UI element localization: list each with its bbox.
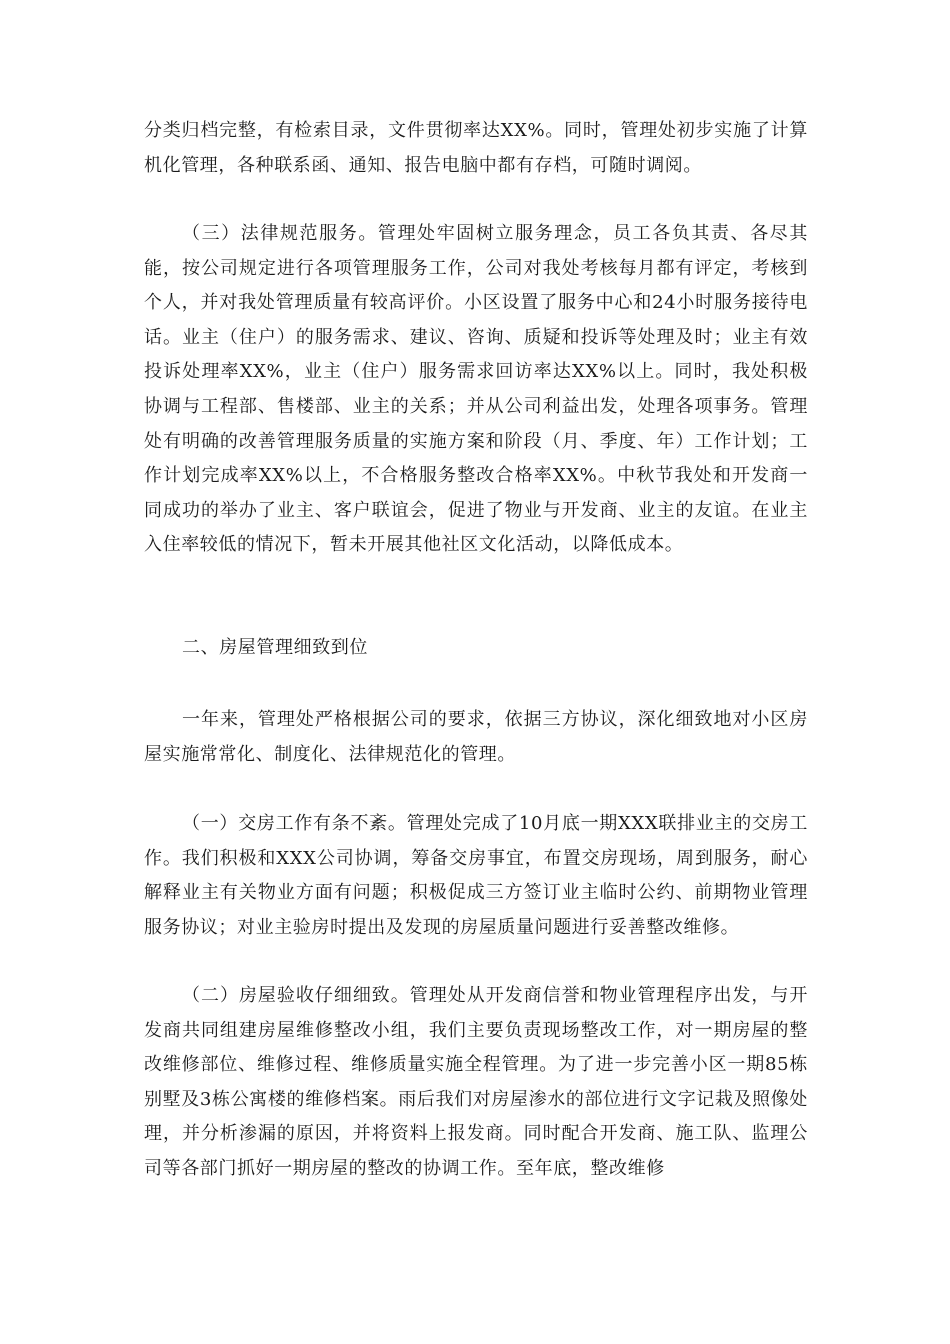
section-heading-housing-management: 二、房屋管理细致到位 — [182, 637, 368, 658]
paragraph-handover-work: （一）交房工作有条不紊。管理处完成了10月底一期XXX联排业主的交房工作。我们积极和XXX公司协调，筹备交房事宜，布置交房现场，周到服务，耐心解释业主有关物业方面有问题；积极促成三方签订业主临时公约、前期物业管理服务协议；对业主验房时提出及发现的房屋质量问题进行妥善整改维修。 — [144, 813, 808, 938]
paragraph-archive-management: 分类归档完整，有检索目录，文件贯彻率达XX%。同时，管理处初步实施了计算机化管理，各种联系函、通知、报告电脑中都有存档，可随时调阅。 — [144, 120, 808, 176]
paragraph-house-inspection: （二）房屋验收仔细细致。管理处从开发商信誉和物业管理程序出发，与开发商共同组建房屋维修整改小组，我们主要负责现场整改工作，对一期房屋的整改维修部位、维修过程、维修质量实施全程管理。为了进一步完善小区一期85栋别墅及3栋公寓楼的维修档案。雨后我们对房屋渗水的部位进行文字记栽及照像处理，并分析渗漏的原因，并将资料上报发商。同时配合开发商、施工队、监理公司等各部门抓好一期房屋的整改的协调工作。至年底，整改维修 — [144, 985, 808, 1179]
paragraph-legal-service: （三）法律规范服务。管理处牢固树立服务理念，员工各负其责、各尽其能，按公司规定进行各项管理服务工作，公司对我处考核每月都有评定，考核到个人，并对我处管理质量有较高评价。小区设置了服务中心和24小时服务接待电话。业主（住户）的服务需求、建议、咨询、质疑和投诉等处理及时；业主有效投诉处理率XX%，业主（住户）服务需求回访率达XX%以上。同时，我处积极协调与工程部、售楼部、业主的关系；并从公司利益出发，处理各项事务。管理处有明确的改善管理服务质量的实施方案和阶段（月、季度、年）工作计划；工作计划完成率XX%以上，不合格服务整改合格率XX%。中秋节我处和开发商一同成功的举办了业主、客户联谊会，促进了物业与开发商、业主的友谊。在业主入住率较低的情况下，暂未开展其他社区文化活动，以降低成本。 — [144, 223, 808, 556]
paragraph-housing-intro: 一年来，管理处严格根据公司的要求，依据三方协议，深化细致地对小区房屋实施常常化、制度化、法律规范化的管理。 — [144, 709, 808, 765]
